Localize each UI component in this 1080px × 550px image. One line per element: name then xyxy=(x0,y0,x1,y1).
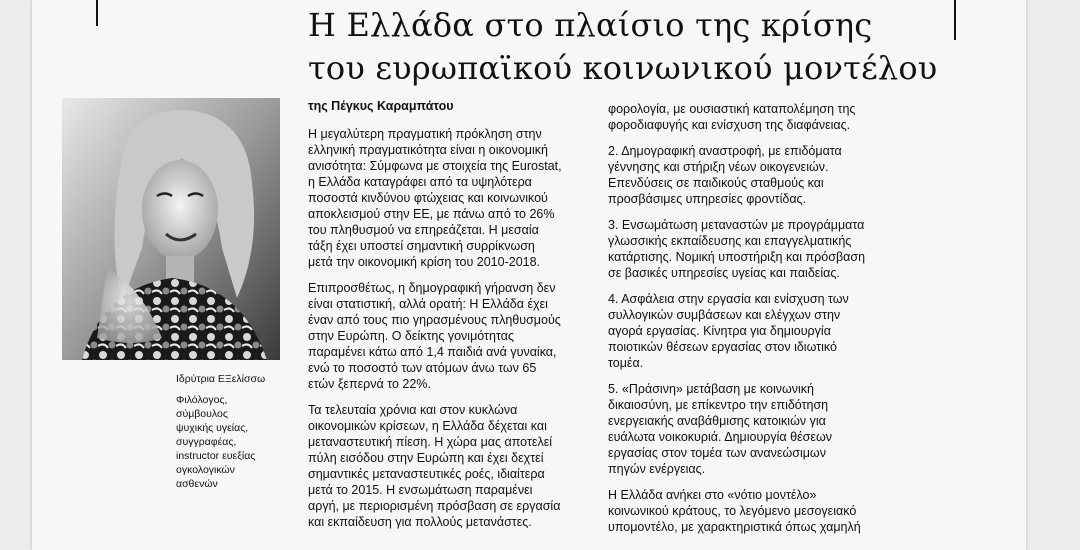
bio-line: συγγραφέας, xyxy=(176,436,237,448)
paragraph-line: προσβάσιμες υπηρεσίες φροντίδας. xyxy=(608,192,807,206)
paragraph-line: μεταναστευτική πίεση. Η χώρα μας αποτελεί xyxy=(308,435,553,449)
paragraph-line: ποιοτικών θέσεων εργασίας στον ιδιωτικό xyxy=(608,340,837,354)
text-column-right xyxy=(608,101,904,545)
paragraph-line: δικαιοσύνη, με επίκεντρο την επιδότηση xyxy=(608,398,829,412)
paragraph-line: γέννησης και στήριξη νέων οικογενειών. xyxy=(608,160,829,174)
paragraph-line: ποσοστά κινδύνου φτώχειας και κοινωνικού xyxy=(308,191,548,205)
paragraph-line: οικονομικών κρίσεων, η Ελλάδα δέχεται και xyxy=(308,419,547,433)
paragraph-line: Επενδύσεις σε παιδικούς σταθμούς και xyxy=(608,176,824,190)
paragraph-line: εργασίας στον τομέα των ανανεώσιμων xyxy=(608,446,826,460)
article-paragraph xyxy=(608,487,904,535)
paragraph-line: ετών ξεπερνά το 22%. xyxy=(308,377,431,391)
paragraph-line: έναν από τους πιο γηρασμένους πληθυσμούς xyxy=(308,313,561,327)
bio-line: Φιλόλογος, xyxy=(176,394,228,406)
paragraph-line: αποκλεισμού στην ΕΕ, με πάνω από το 26% xyxy=(308,207,555,221)
paragraph-line: του πληθυσμού να επηρεάζεται. Η μεσαία xyxy=(308,223,539,237)
bio-line: σύμβουλος xyxy=(176,408,228,420)
paragraph-line: μετά την οικονομική κρίση του 2010-2018. xyxy=(308,255,541,269)
paragraph-line: φορολογία, με ουσιαστική καταπολέμηση της xyxy=(608,102,856,116)
article-title-line-1: Η Ελλάδα στο πλαίσιο της κρίσης xyxy=(308,6,873,44)
paragraph-line: και εκπαίδευση για πολλούς μετανάστες. xyxy=(308,515,532,529)
paragraph-line: Επιπροσθέτως, η δημογραφική γήρανση δεν xyxy=(308,281,556,295)
paragraph-line: Η Ελλάδα ανήκει στο «νότιο μοντέλο» xyxy=(608,488,817,502)
paragraph-line: γλωσσικής εκπαίδευσης και επαγγελματικής xyxy=(608,234,852,248)
paragraph-line: 4. Ασφάλεια στην εργασία και ενίσχυση των xyxy=(608,292,849,306)
paragraph-line: ενεργειακής αναβάθμισης κατοικιών για xyxy=(608,414,826,428)
paragraph-line: αργή, με περιορισμένη πρόσβαση σε εργασία xyxy=(308,499,561,513)
paragraph-line: κατάρτισης. Νομική υποστήριξη και πρόσβαση xyxy=(608,250,866,264)
paragraph-line: τάξη έχει υποστεί σημαντική συρρίκνωση xyxy=(308,239,535,253)
paragraph-line: σημαντικές μεταναστευτικές ροές, ιδιαίτερα xyxy=(308,467,545,481)
paragraph-line: 3. Ενσωμάτωση μεταναστών με προγράμματα xyxy=(608,218,865,232)
paragraph-line: αγορά εργασίας. Κίνητρα για δημιουργία xyxy=(608,324,831,338)
article-paragraph xyxy=(308,280,600,392)
bio-line: ογκολογικών xyxy=(176,464,235,476)
article-paragraph xyxy=(608,291,904,371)
paragraph-line: πύλη εισόδου στην Ευρώπη και έχει δεχτεί xyxy=(308,451,544,465)
paragraph-line: φοροδιαφυγής και ενίσχυση της διαφάνειας. xyxy=(608,118,851,132)
article-paragraph xyxy=(608,143,904,207)
paragraph-line: στην Ευρώπη. Ο δείκτης γονιμότητας xyxy=(308,329,514,343)
text-column-left xyxy=(308,126,600,540)
paragraph-line: μετά το 2015. Η ενσωμάτωση παραμένει xyxy=(308,483,533,497)
bio-line: ψυχικής υγείας, xyxy=(176,422,249,434)
column-rule-right xyxy=(954,0,956,40)
article-title xyxy=(308,4,938,90)
article-paragraph xyxy=(608,217,904,281)
author-role: Ιδρύτρια ΕΞελίσσω xyxy=(176,373,266,385)
paragraph-line: παραμένει κάτω από 1,4 παιδιά ανά γυναίκα, xyxy=(308,345,557,359)
author-portrait-image xyxy=(62,98,280,360)
paragraph-line: ευάλωτα νοικοκυριά. Δημιουργία θέσεων xyxy=(608,430,832,444)
author-bio xyxy=(176,393,288,491)
paragraph-line: 5. «Πράσινη» μετάβαση με κοινωνική xyxy=(608,382,814,396)
article-paragraph xyxy=(308,126,600,270)
paragraph-line: τομέα. xyxy=(608,356,644,370)
article-byline: της Πέγκυς Καραμπάτου xyxy=(308,99,454,113)
paragraph-line: Τα τελευταία χρόνια και στον κυκλώνα xyxy=(308,403,518,417)
paragraph-line: η Ελλάδα καταγράφει από τα υψηλότερα xyxy=(308,175,532,189)
paragraph-line: είναι στατιστική, αλλά ορατή: Η Ελλάδα έχει xyxy=(308,297,548,311)
paragraph-line: ανισότητα: Σύμφωνα με στοιχεία της Eurostat, xyxy=(308,159,562,173)
article-paragraph xyxy=(308,402,600,530)
paragraph-line: Η μεγαλύτερη πραγματική πρόκληση στην xyxy=(308,127,542,141)
newspaper-page xyxy=(32,0,1026,550)
paragraph-line: κοινωνικού κράτους, το λεγόμενο μεσογειακό xyxy=(608,504,857,518)
bio-line: ασθενών xyxy=(176,478,218,490)
paragraph-line: συλλογικών συμβάσεων και ελέγχων στην xyxy=(608,308,841,322)
article-paragraph xyxy=(608,101,904,133)
column-rule-left xyxy=(96,0,98,26)
paragraph-line: πηγών ενέργειας. xyxy=(608,462,706,476)
paragraph-line: ελληνική πραγματικότητα είναι η οικονομική xyxy=(308,143,548,157)
paragraph-line: σε βασικές υπηρεσίες υγείας και παιδείας. xyxy=(608,266,840,280)
paragraph-line: 2. Δημογραφική αναστροφή, με επιδόματα xyxy=(608,144,842,158)
bio-line: instructor ευεξίας xyxy=(176,450,256,462)
article-title-line-2: του ευρωπαϊκού κοινωνικού μοντέλου xyxy=(308,49,938,87)
article-paragraph xyxy=(608,381,904,477)
paragraph-line: ενώ το ποσοστό των ατόμων άνω των 65 xyxy=(308,361,537,375)
author-caption xyxy=(176,372,288,491)
paragraph-line: υπομοντέλο, με χαρακτηριστικά όπως χαμηλή xyxy=(608,520,861,534)
author-photo xyxy=(62,98,280,360)
